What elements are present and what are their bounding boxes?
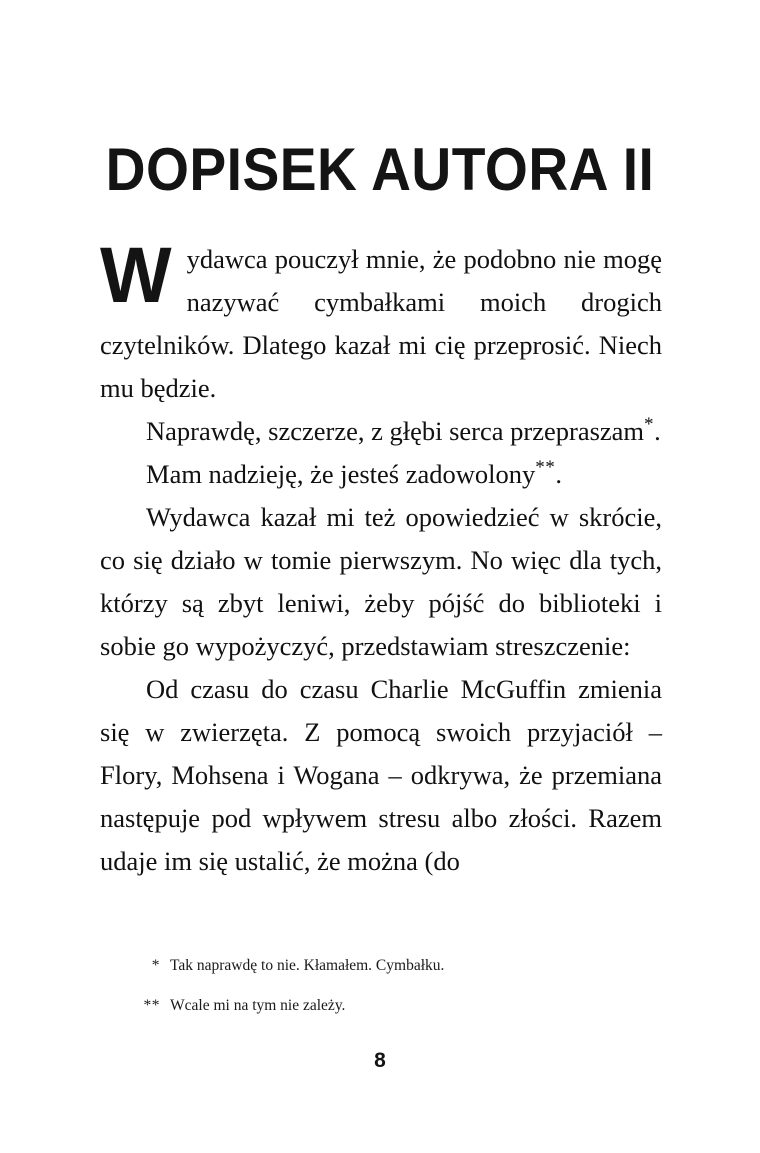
- paragraph: [100, 230, 662, 410]
- drop-cap: W: [100, 230, 172, 319]
- footnote-text: Tak naprawdę to nie. Kłamałem. Cymbałku.: [170, 957, 445, 974]
- footnotes-block: [134, 955, 654, 1035]
- paragraph: [100, 410, 662, 453]
- paragraph-text: Naprawdę, szczerze, z głębi serca przepraszam: [146, 416, 645, 446]
- footnote-text: Wcale mi na tym nie zależy.: [170, 997, 346, 1014]
- paragraph: Od czasu do czasu Charlie McGuffin zmienia się w zwierzęta. Z pomocą swoich przyjaciół – Flory, Mohsena i Wogana – odkrywa, że przemiana następuje pod wpływem stresu albo złości. Razem udaje im się ustalić, że można (do: [100, 674, 662, 876]
- paragraph-text: ydawca pouczył mnie, że podobno nie mogę nazywać cymbałkami moich drogich czytelników. Dlatego kazał mi cię przeprosić. Niech mu będzie.: [100, 244, 662, 403]
- paragraph-text-tail: .: [555, 459, 562, 489]
- paragraph-text-tail: .: [654, 416, 661, 446]
- paragraph: [100, 453, 662, 496]
- page-number: 8: [374, 1049, 386, 1072]
- footnote-reference[interactable]: **: [535, 457, 556, 479]
- footnote-marker: **: [143, 997, 160, 1014]
- page-title: DOPISEK AUTORA II: [105, 136, 655, 204]
- body-text-column: [100, 230, 662, 883]
- paragraph-text: Mam nadzieję, że jesteś zadowolony: [146, 459, 536, 489]
- footnote: [134, 955, 654, 977]
- paragraph: Wydawca kazał mi też opowiedzieć w skrócie, co się działo w tomie pierwszym. No więc dla tych, którzy są zbyt leniwi, żeby pójść do biblioteki i sobie go wypożyczyć, przedstawiam streszczenie:: [100, 502, 662, 661]
- footnote-reference[interactable]: *: [644, 414, 655, 436]
- footnote: [134, 995, 654, 1017]
- footnote-marker: *: [151, 957, 160, 974]
